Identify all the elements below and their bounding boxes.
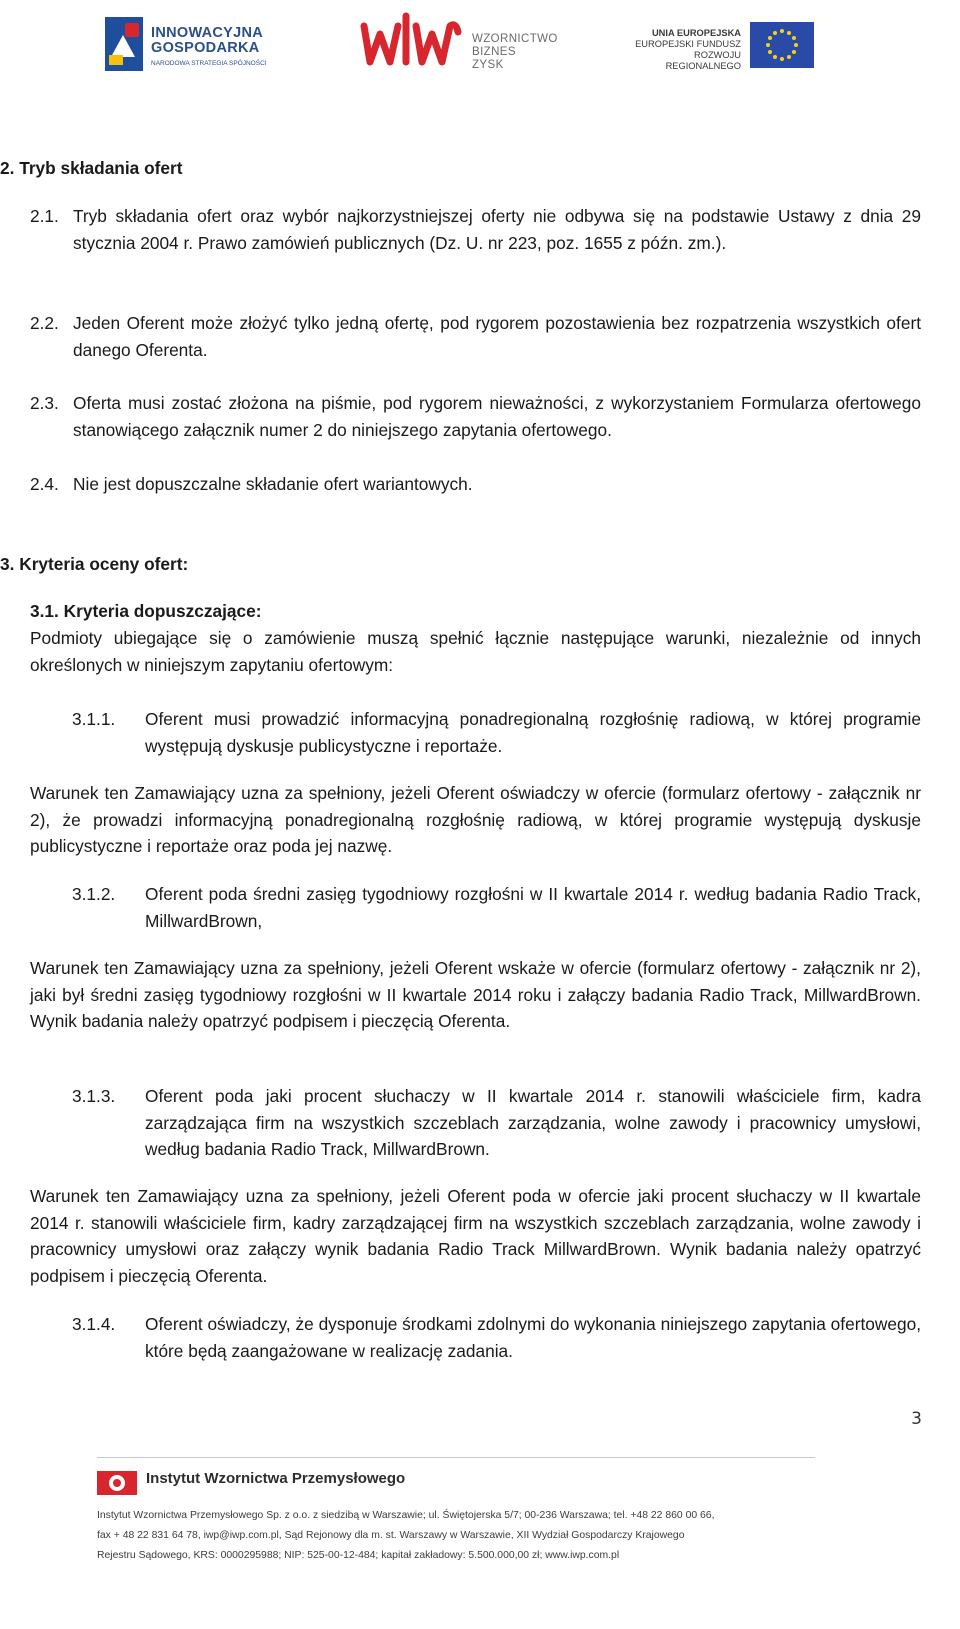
footer-contact-info	[97, 1506, 827, 1566]
footer-line-3: Rejestru Sądowego, KRS: 0000295988; NIP: 525-00-12-484; kapitał zakładowy: 5.500.000,00 zł; www.iwp.com.pl	[97, 1550, 620, 1561]
condition-3-1-2-number: 3.1.2.	[72, 884, 116, 904]
section-3-heading: 3. Kryteria oceny ofert:	[0, 554, 189, 574]
item-2-4-number: 2.4.	[30, 474, 59, 494]
eu-fund-logo	[628, 22, 818, 72]
condition-3-1-4-number: 3.1.4.	[72, 1314, 116, 1334]
footer-divider	[97, 1457, 815, 1458]
ue-line1: UNIA EUROPEJSKA	[651, 28, 741, 38]
condition-3-1-2-text: Oferent poda średni zasięg tygodniowy rozgłośni w II kwartale 2014 r. według badania Radio Track, MillwardBrown,	[145, 884, 921, 931]
ig-title-line2: GOSPODARKA	[151, 40, 260, 56]
condition-3-1-3-note: Warunek ten Zamawiający uzna za spełniony, jeżeli Oferent poda w ofercie jaki procent słuchaczy w II kwartale 2014 r. stanowili właściciele firm, kadry zarządzającej firm na wszystkich szczeblach zarządzania, wolne zawody i pracownicy umysłowi oraz załączy wynik badania Radio Track MillwardBrown. Wynik badania należy opatrzyć podpisem i pieczęcią Oferenta.	[30, 1186, 921, 1286]
page-number: 3	[911, 1409, 922, 1429]
footer-line-2: fax + 48 22 831 64 78, iwp@iwp.com.pl, Sąd Rejonowy dla m. st. Warszawy w Warszawie, XII Wydział Gospodarczy Krajowego	[97, 1530, 685, 1541]
item-2-4-text: Nie jest dopuszczalne składanie ofert wariantowych.	[73, 474, 473, 494]
item-2-1-number: 2.1.	[30, 206, 59, 226]
item-2-3-text: Oferta musi zostać złożona na piśmie, pod rygorem nieważności, z wykorzystaniem Formularza ofertowego stanowiącego załącznik numer 2 do niniejszego zapytania ofertowego.	[73, 393, 921, 440]
item-2-1-text: Tryb składania ofert oraz wybór najkorzystniejszej oferty nie odbywa się na podstawie Ustawy z dnia 29 stycznia 2004 r. Prawo zamówień publicznych (Dz. U. nr 223, poz. 1655 z późn. zm.).	[73, 206, 921, 253]
condition-3-1-2-note: Warunek ten Zamawiający uzna za spełniony, jeżeli Oferent wskaże w ofercie (formularz ofertowy - załącznik nr 2), jaki był średni zasięg tygodniowy rozgłośni w II kwartale 2014 roku i załączy badania Radio Track, MillwardBrown. Wynik badania należy opatrzyć podpisem i pieczęcią Oferenta.	[30, 958, 921, 1031]
innowacyjna-gospodarka-logo	[105, 14, 285, 76]
ig-title-line1: INNOWACYJNA	[151, 25, 264, 41]
wbz-line2: BIZNES	[472, 46, 516, 58]
item-2-3-number: 2.3.	[30, 393, 59, 413]
section-2-heading: 2. Tryb składania ofert	[0, 158, 183, 178]
item-2-2-number: 2.2.	[30, 313, 59, 333]
ig-subtitle: NARODOWA STRATEGIA SPÓJNOŚCI	[151, 60, 267, 67]
item-2-2-text: Jeden Oferent może złożyć tylko jedną ofertę, pod rygorem pozostawienia bez rozpatrzenia wszystkich ofert danego Oferenta.	[73, 313, 921, 360]
eu-flag-icon	[750, 22, 814, 68]
footer-org-name: Instytut Wzornictwa Przemysłowego	[146, 1470, 406, 1487]
ue-line2: EUROPEJSKI FUNDUSZ	[635, 39, 741, 49]
wbz-mark-icon	[360, 12, 462, 70]
wbz-line3: ZYSK	[472, 59, 504, 71]
ig-flag-icon	[105, 17, 143, 71]
condition-3-1-1-number: 3.1.1.	[72, 709, 116, 729]
condition-3-1-3-number: 3.1.3.	[72, 1086, 116, 1106]
condition-3-1-1-text: Oferent musi prowadzić informacyjną ponadregionalną rozgłośnię radiową, w której programie występują dyskusje publicystyczne i reportaże.	[145, 709, 921, 756]
section-3-1-heading: 3.1. Kryteria dopuszczające:	[30, 601, 262, 621]
wzornictwo-biznes-zysk-logo	[360, 12, 560, 72]
wbz-line1: WZORNICTWO	[472, 33, 558, 45]
footer-line-1: Instytut Wzornictwa Przemysłowego Sp. z o.o. z siedzibą w Warszawie; ul. Świętojerska 5/7; 00-236 Warszawa; tel. +48 22 860 00 66,	[97, 1510, 715, 1521]
condition-3-1-4-text: Oferent oświadczy, że dysponuje środkami zdolnymi do wykonania niniejszego zapytania ofertowego, które będą zaangażowane w realizację zadania.	[145, 1314, 921, 1361]
iwp-logo-icon	[97, 1471, 137, 1495]
condition-3-1-1-note: Warunek ten Zamawiający uzna za spełniony, jeżeli Oferent oświadczy w ofercie (formularz ofertowy - załącznik nr 2), że prowadzi informacyjną ponadregionalną rozgłośnię radiową, w której programie występują dyskusje publicystyczne i reportaże oraz poda jej nazwę.	[30, 783, 921, 856]
condition-3-1-3-text: Oferent poda jaki procent słuchaczy w II kwartale 2014 r. stanowili właściciele firm, kadra zarządzająca firm na wszystkich szczeblach zarządzania, wolne zawody i pracownicy umysłowi, według badania Radio Track, MillwardBrown.	[145, 1086, 921, 1159]
section-3-1-intro: Podmioty ubiegające się o zamówienie muszą spełnić łącznie następujące warunki, niezależnie od innych określonych w niniejszym zapytaniu ofertowym:	[30, 628, 921, 675]
ue-line3: ROZWOJU REGIONALNEGO	[665, 50, 741, 71]
page-header	[0, 0, 960, 90]
